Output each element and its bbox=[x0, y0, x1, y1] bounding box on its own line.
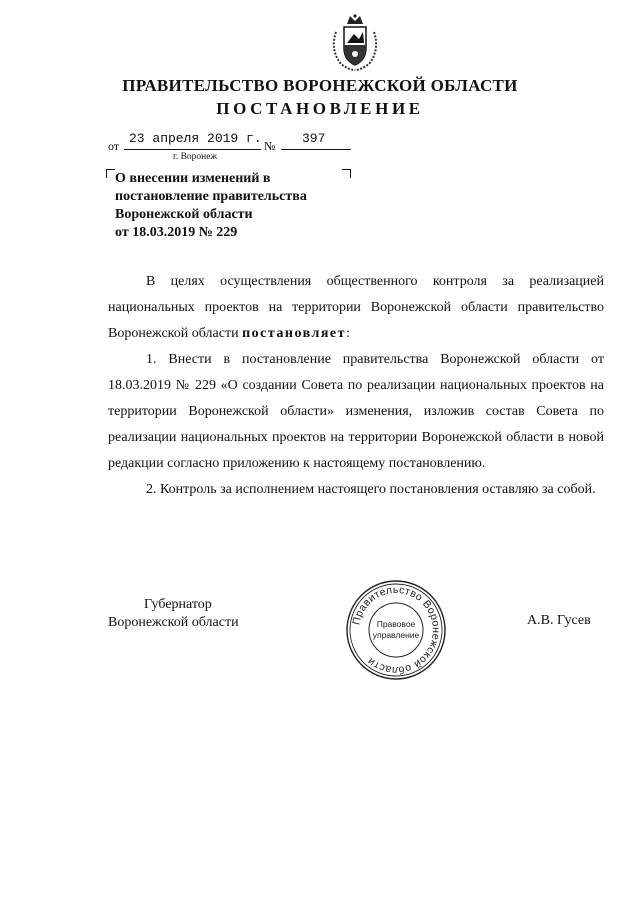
subject-line: постановление правительства bbox=[115, 189, 307, 204]
official-stamp bbox=[344, 578, 448, 682]
resolves-word: постановляет bbox=[242, 326, 347, 341]
subject-line: от 18.03.2019 № 229 bbox=[115, 225, 238, 240]
paragraph-preamble bbox=[108, 269, 604, 347]
signatory-title-line: Воронежской области bbox=[108, 615, 239, 630]
document-date: 23 апреля 2019 г. bbox=[129, 131, 262, 146]
document-body bbox=[108, 269, 604, 503]
from-label: от bbox=[108, 139, 120, 153]
svg-text:Правовое: Правовое bbox=[376, 619, 416, 629]
city: г. Воронеж bbox=[173, 152, 218, 162]
svg-text:Правительство Воронежской обла: Правительство Воронежской области bbox=[350, 583, 443, 677]
signatory-title-line: Губернатор bbox=[144, 597, 212, 612]
paragraph-item-1: 1. Внести в постановление правительства Воронежской области от 18.03.2019 № 229 «О создании Совета по реализации национальных проектов на территории Воронежской области» изменения, изложив состав Совета по реализации национальных проектов на территории Воронежской области в новой редакции согласно приложению к настоящему постановлению. bbox=[108, 352, 604, 471]
coat-of-arms-emblem bbox=[327, 12, 383, 74]
date-underline bbox=[124, 149, 261, 150]
number-label: № bbox=[264, 139, 276, 153]
document-subject bbox=[115, 170, 355, 242]
corner-bracket-left bbox=[106, 169, 115, 178]
preamble-colon: : bbox=[346, 326, 350, 341]
document-number: 397 bbox=[302, 131, 326, 146]
preamble-text: В целях осуществления общественного контроля за реализацией национальных проектов на территории Воронежской области правительство Воронежской области bbox=[108, 274, 604, 341]
signatory-title bbox=[108, 596, 288, 632]
government-title: ПРАВИТЕЛЬСТВО ВОРОНЕЖСКОЙ ОБЛАСТИ bbox=[122, 76, 518, 95]
document-type: ПОСТАНОВЛЕНИЕ bbox=[216, 99, 424, 118]
subject-line: Воронежской области bbox=[115, 207, 253, 222]
subject-line: О внесении изменений в bbox=[115, 171, 271, 186]
svg-text:управление: управление bbox=[372, 630, 420, 640]
signatory-name: А.В. Гусев bbox=[527, 613, 591, 628]
paragraph-item-2: 2. Контроль за исполнением настоящего постановления оставляю за собой. bbox=[146, 482, 596, 497]
number-underline bbox=[281, 149, 351, 150]
